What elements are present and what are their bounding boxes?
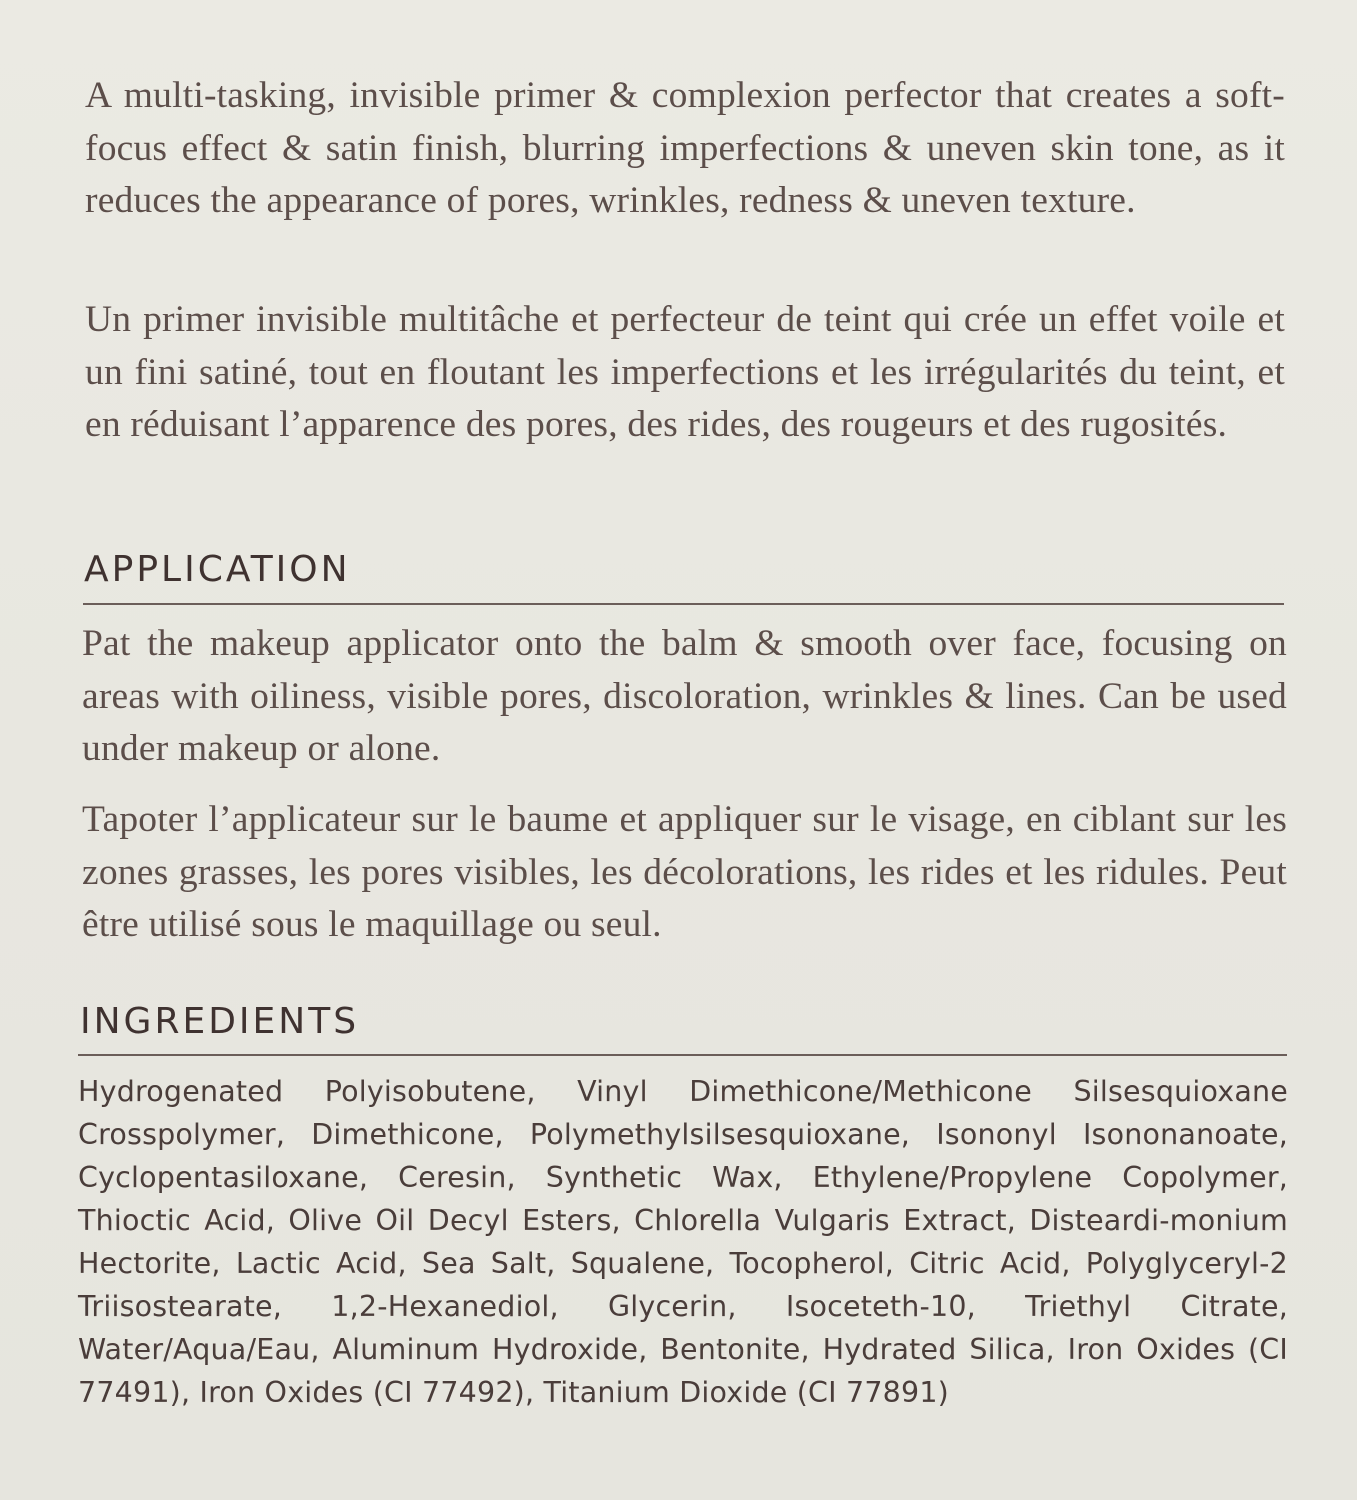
application-french: Tapoter l’applicateur sur le baume et appliquer sur le visage, en ciblant sur les zones grasses, les pores visibles, les décolorations, les rides et les ridules. Peut être utilisé sous le maquillage ou seul. — [82, 799, 1287, 945]
ingredients-list: Hydrogenated Polyisobutene, Vinyl Dimethicone/Methicone Silsesquioxane Crosspolymer, Dimethicone, Polymethylsilsesquioxane, Isononyl Isononanoate, Cyclopentasiloxane, Ceresin, Synthetic Wax, Ethylene/Propylene Copolymer, Thioctic Acid, Olive Oil Decyl Esters, Chlorella Vulgaris Extract, Disteardi-monium Hectorite, Lactic Acid, Sea Salt, Squalene, Tocopherol, Citric Acid, Polyglyceryl-2 Triisostearate, 1,2-Hexanediol, Glycerin, Isoceteth-10, Triethyl Citrate, Water/Aqua/Eau, Aluminum Hydroxide, Bentonite, Hydrated Silica, Iron Oxides (CI 77491), Iron Oxides (CI 77492), Titanium Dioxide (CI 77891) — [78, 1075, 1288, 1409]
application-english: Pat the makeup applicator onto the balm & smooth over face, focusing on areas with oiliness, visible pores, discoloration, wrinkles & lines. Can be used under makeup or alone. — [82, 623, 1287, 769]
ingredients-heading: INGREDIENTS — [80, 1001, 360, 1042]
description-french: Un primer invisible multitâche et perfecteur de teint qui crée un effet voile et un fini satiné, tout en floutant les imperfections et les irrégularités du teint, et en réduisant l’apparence des pores, des rides, des rougeurs et des rugosités. — [85, 299, 1285, 445]
application-divider — [83, 603, 1284, 605]
description-english: A multi-tasking, invisible primer & complexion perfector that creates a soft-focus effect & satin finish, blurring imperfections & uneven skin tone, as it reduces the appearance of pores, wrinkles, redness & uneven texture. — [85, 75, 1285, 221]
ingredients-divider — [78, 1054, 1287, 1056]
application-heading: APPLICATION — [84, 549, 351, 590]
